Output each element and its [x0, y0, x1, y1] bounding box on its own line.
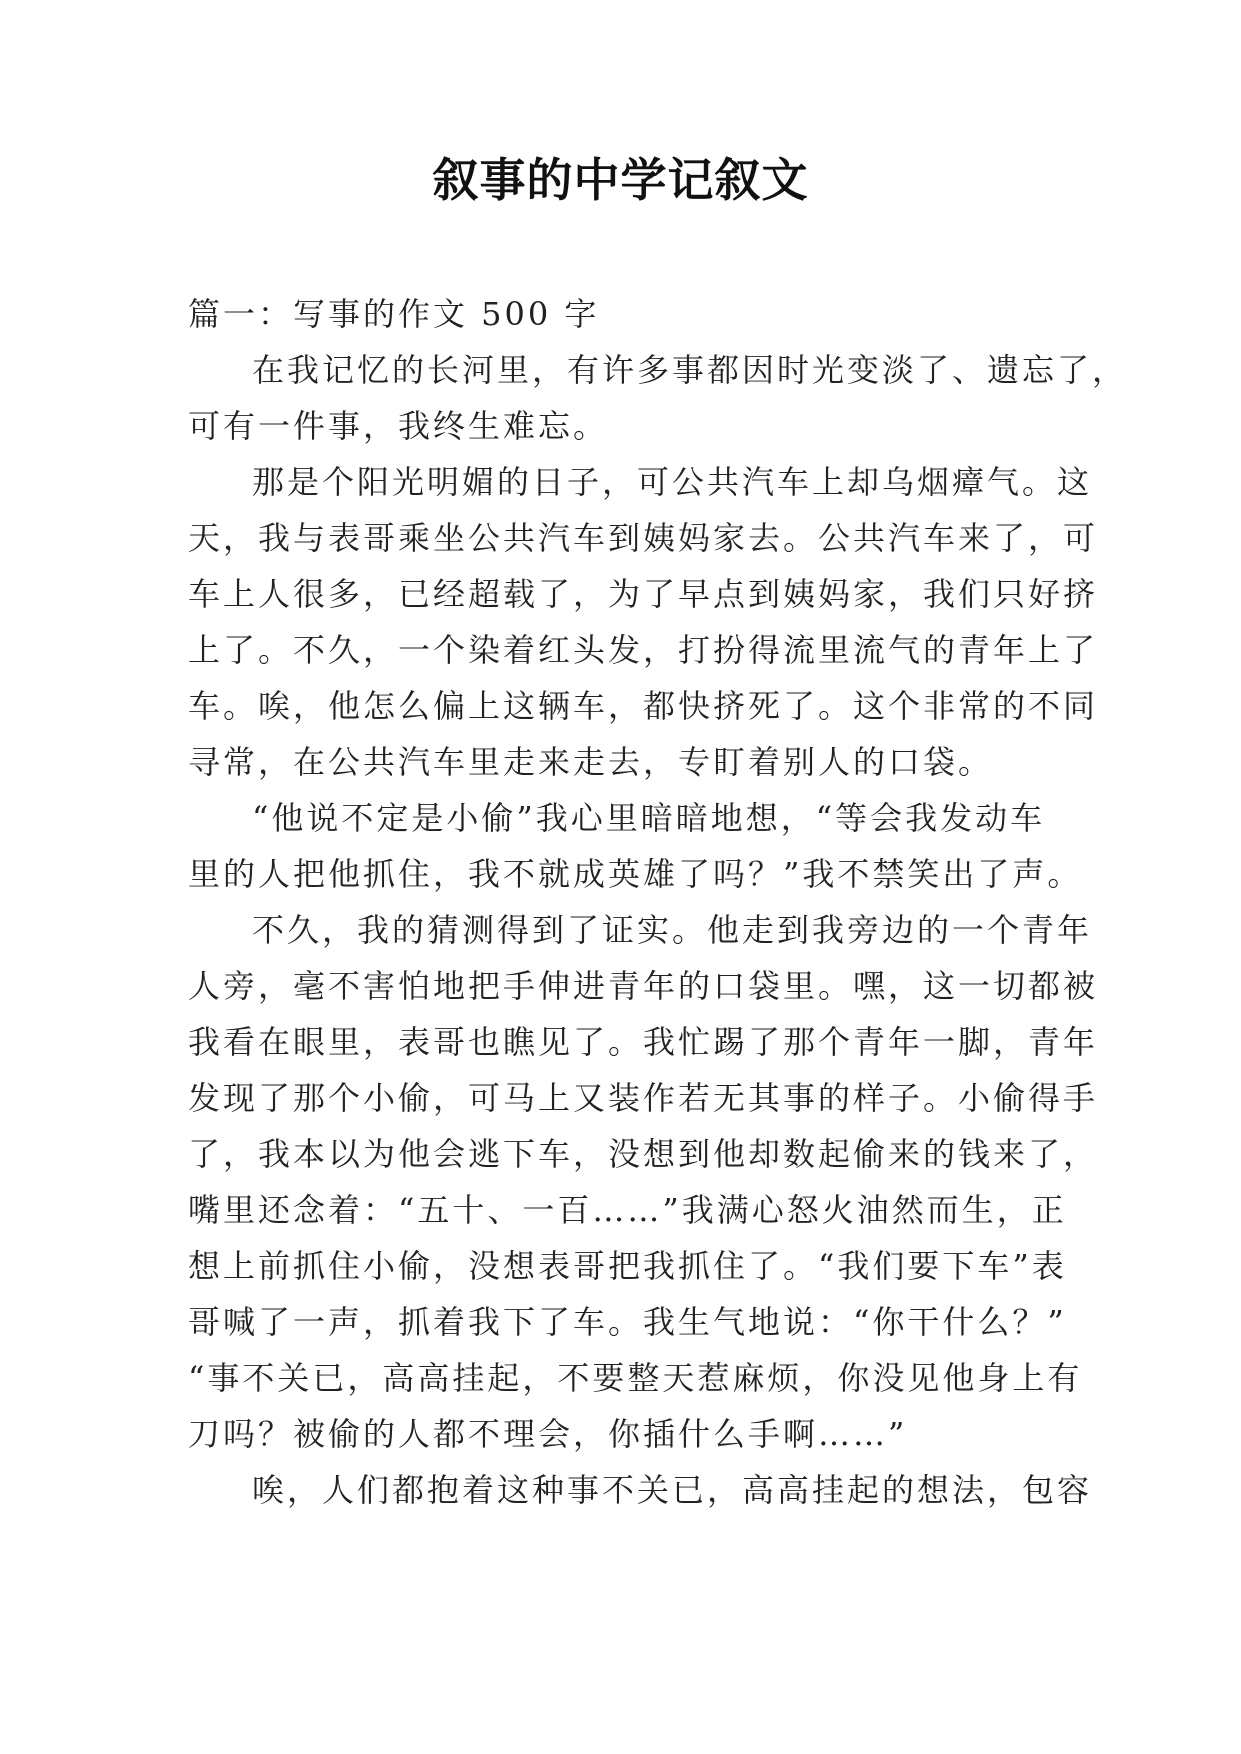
paragraph-line: 人旁，毫不害怕地把手伸进青年的口袋里。嘿，这一切都被	[188, 967, 1099, 1005]
paragraph-line: 里的人把他抓住，我不就成英雄了吗？”我不禁笑出了声。	[188, 855, 1083, 893]
paragraph-line: 不久，我的猜测得到了证实。他走到我旁边的一个青年	[252, 911, 1093, 949]
document-title: 叙事的中学记叙文	[432, 153, 809, 207]
section-heading: 篇一：写事的作文 500 字	[188, 295, 600, 333]
paragraph-line: 想上前抓住小偷，没想表哥把我抓住了。“我们要下车”表	[188, 1247, 1067, 1285]
paragraph-line: 车。唉，他怎么偏上这辆车，都快挤死了。这个非常的不同	[188, 687, 1099, 725]
paragraph-line: 发现了那个小偷，可马上又装作若无其事的样子。小偷得手	[188, 1079, 1099, 1117]
paragraph-line: 天，我与表哥乘坐公共汽车到姨妈家去。公共汽车来了，可	[188, 519, 1099, 557]
paragraph-line: “事不关已，高高挂起，不要整天惹麻烦，你没见他身上有	[188, 1359, 1083, 1397]
paragraph-line: 嘴里还念着：“五十、一百……”我满心怒火油然而生，正	[188, 1191, 1067, 1229]
paragraph-line: 那是个阳光明媚的日子，可公共汽车上却乌烟瘴气。这	[252, 463, 1093, 501]
paragraph-line: 刀吗？被偷的人都不理会，你插什么手啊……”	[188, 1415, 908, 1453]
paragraph-line: “他说不定是小偷”我心里暗暗地想，“等会我发动车	[252, 799, 1046, 837]
paragraph-line: 了，我本以为他会逃下车，没想到他却数起偷来的钱来了，	[188, 1135, 1099, 1173]
document-body	[188, 286, 1128, 1518]
paragraph-line: 唉，人们都抱着这种事不关已，高高挂起的想法，包容	[252, 1471, 1093, 1509]
paragraph-line: 车上人很多，已经超载了，为了早点到姨妈家，我们只好挤	[188, 575, 1099, 613]
paragraph-line: 上了。不久，一个染着红头发，打扮得流里流气的青年上了	[188, 631, 1099, 669]
paragraph-line: 哥喊了一声，抓着我下了车。我生气地说：“你干什么？”	[188, 1303, 1067, 1341]
paragraph-line: 寻常，在公共汽车里走来走去，专盯着别人的口袋。	[188, 743, 994, 781]
paragraph-line: 我看在眼里，表哥也瞧见了。我忙踢了那个青年一脚，青年	[188, 1023, 1099, 1061]
paragraph-line: 可有一件事，我终生难忘。	[188, 407, 609, 445]
paragraph-line: 在我记忆的长河里，有许多事都因时光变淡了、遗忘了，	[252, 351, 1128, 389]
